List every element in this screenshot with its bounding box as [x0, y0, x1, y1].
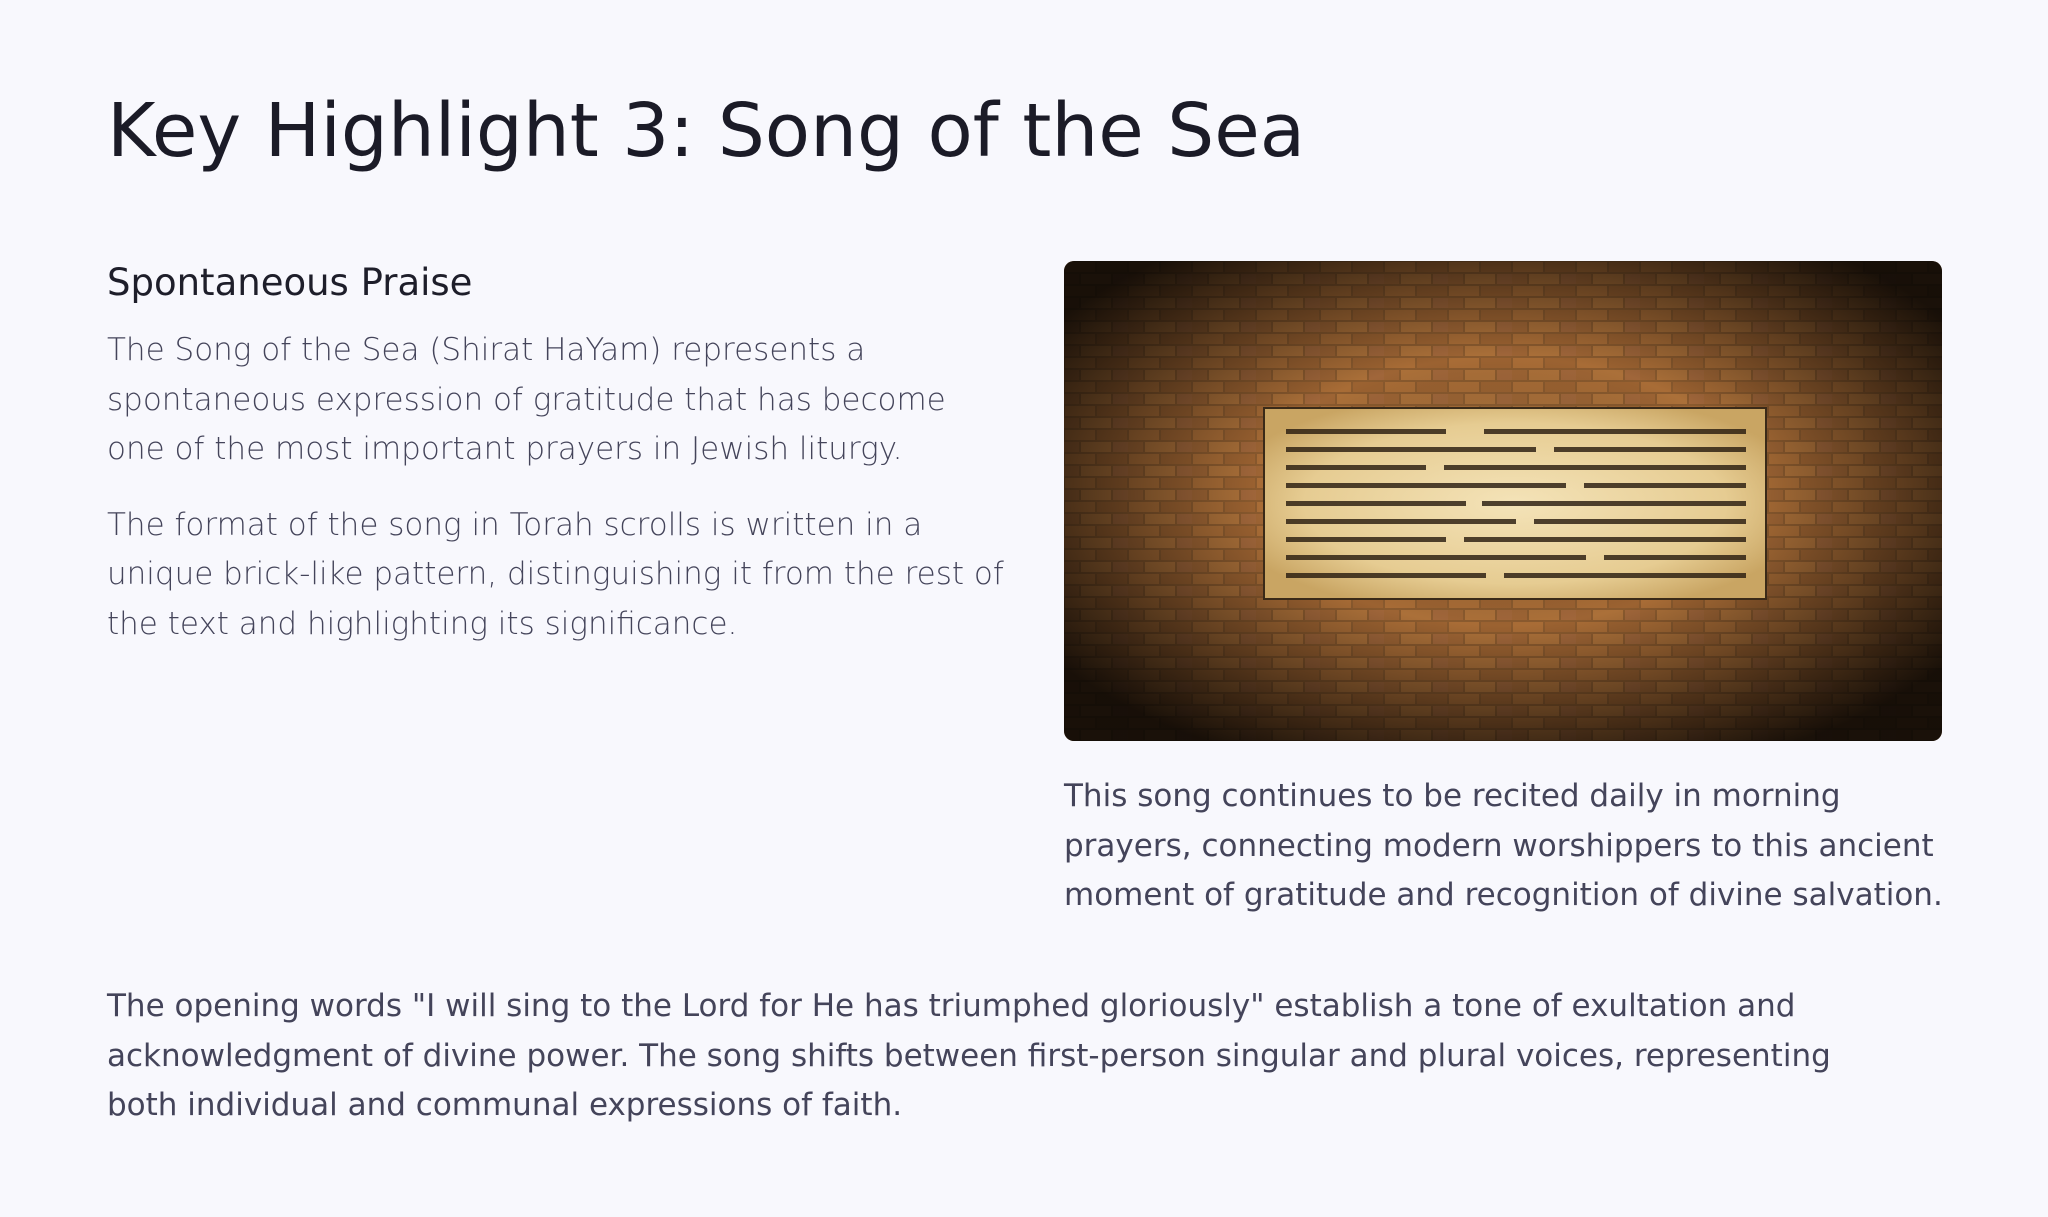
bottom-paragraph: The opening words "I will sing to the Lord for He has triumphed gloriously" establish a tone of exultation and acknowledgment of divine power. The song shifts between first-person singular and plural voices, representing both individual and communal expressions of faith.	[107, 988, 1831, 1123]
page-title: Key Highlight 3: Song of the Sea	[107, 88, 1306, 174]
left-column	[107, 258, 1007, 675]
paragraph-intro: The Song of the Sea (Shirat HaYam) represents a spontaneous expression of gratitude that has become one of the most important prayers in Jewish liturgy.	[107, 332, 946, 467]
scroll-on-brick-wall-image	[1064, 261, 1942, 741]
section-subheading: Spontaneous Praise	[107, 261, 473, 304]
paragraph-format: The format of the song in Torah scrolls is written in a unique brick-like pattern, distinguishing it from the rest of the text and highlighting its significance.	[107, 506, 1004, 642]
image-caption: This song continues to be recited daily in morning prayers, connecting modern worshippers to this ancient moment of gratitude and recognition of divine salvation.	[1064, 778, 1943, 913]
